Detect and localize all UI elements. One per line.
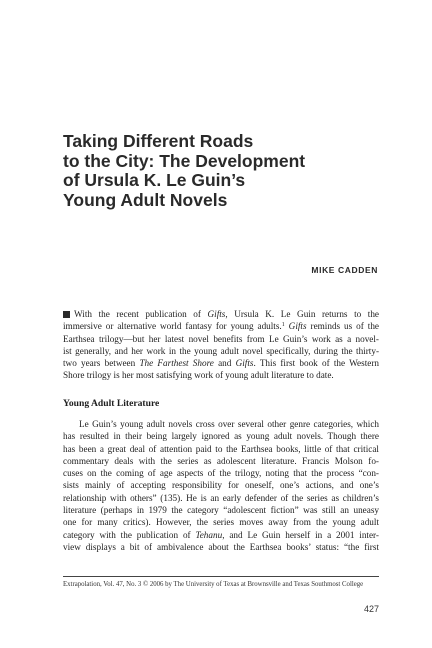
article-title [63, 132, 393, 210]
text-line: literature (perhaps in 1979 the category “adolescent fiction” was still an uneasy [63, 505, 379, 516]
text-line: has resulted in their being largely ignored as young adult novels. Though there [63, 431, 379, 442]
page-number: 427 [363, 604, 379, 614]
text-line: two years between The Farthest Shore and Gifts. This first book of the Western [63, 358, 379, 369]
footer-divider [63, 576, 379, 577]
section-heading: Young Adult Literature [63, 398, 160, 409]
text-line: one for many critics). However, the series moves away from the young adult [63, 517, 379, 528]
title-line: Young Adult Novels [63, 189, 228, 210]
text-line: ist generally, and her work in the young adult novel specifically, during the thirty- [63, 345, 379, 356]
text-line: category with the publication of Tehanu, and Le Guin herself in a 2001 inter- [63, 529, 379, 540]
title-line: of Ursula K. Le Guin’s [63, 170, 246, 190]
text-line: commentary deals with the series as adolescent literature. Francis Molson fo- [63, 455, 379, 466]
text-line: view displays a bit of ambivalence about the Earthsea books’ status: “the first [63, 541, 379, 552]
author-name: MIKE CADDEN [311, 265, 378, 275]
text-line: With the recent publication of Gifts, Ursula K. Le Guin returns to the [63, 308, 379, 320]
body-paragraph [63, 418, 379, 553]
text-line: Shore trilogy is her most satisfying work of young adult literature to date. [63, 370, 334, 381]
text-line: cuses on the coming of age aspects of the trilogy, noting that the process “con- [63, 468, 379, 479]
journal-citation: Extrapolation, Vol. 47, No. 3 © 2006 by The University of Texas at Brownsville and Texas Southmost College [63, 581, 364, 588]
text-line: Le Guin’s young adult novels cross over several other genre categories, which [79, 419, 379, 429]
intro-paragraph [63, 308, 379, 382]
title-line: to the City: The Development [63, 150, 306, 171]
text-line: relationship with others” (135). He is an early defender of the series as children’s [63, 492, 379, 503]
section-marker-icon [63, 311, 70, 318]
text-line: sists mainly of accepting responsibility for oneself, one’s actions, and one’s [63, 480, 379, 491]
text-line: immersive or alternative world fantasy for young adults.$^1$ Gifts reminds us of the [63, 321, 380, 332]
title-line: Taking Different Roads [63, 131, 254, 151]
text-line: Earthsea trilogy—but her latest novel benefits from Le Guin’s work as a novel- [63, 333, 379, 344]
text-line: has been a great deal of attention paid to the Earthsea books, little of that critical [63, 443, 379, 454]
